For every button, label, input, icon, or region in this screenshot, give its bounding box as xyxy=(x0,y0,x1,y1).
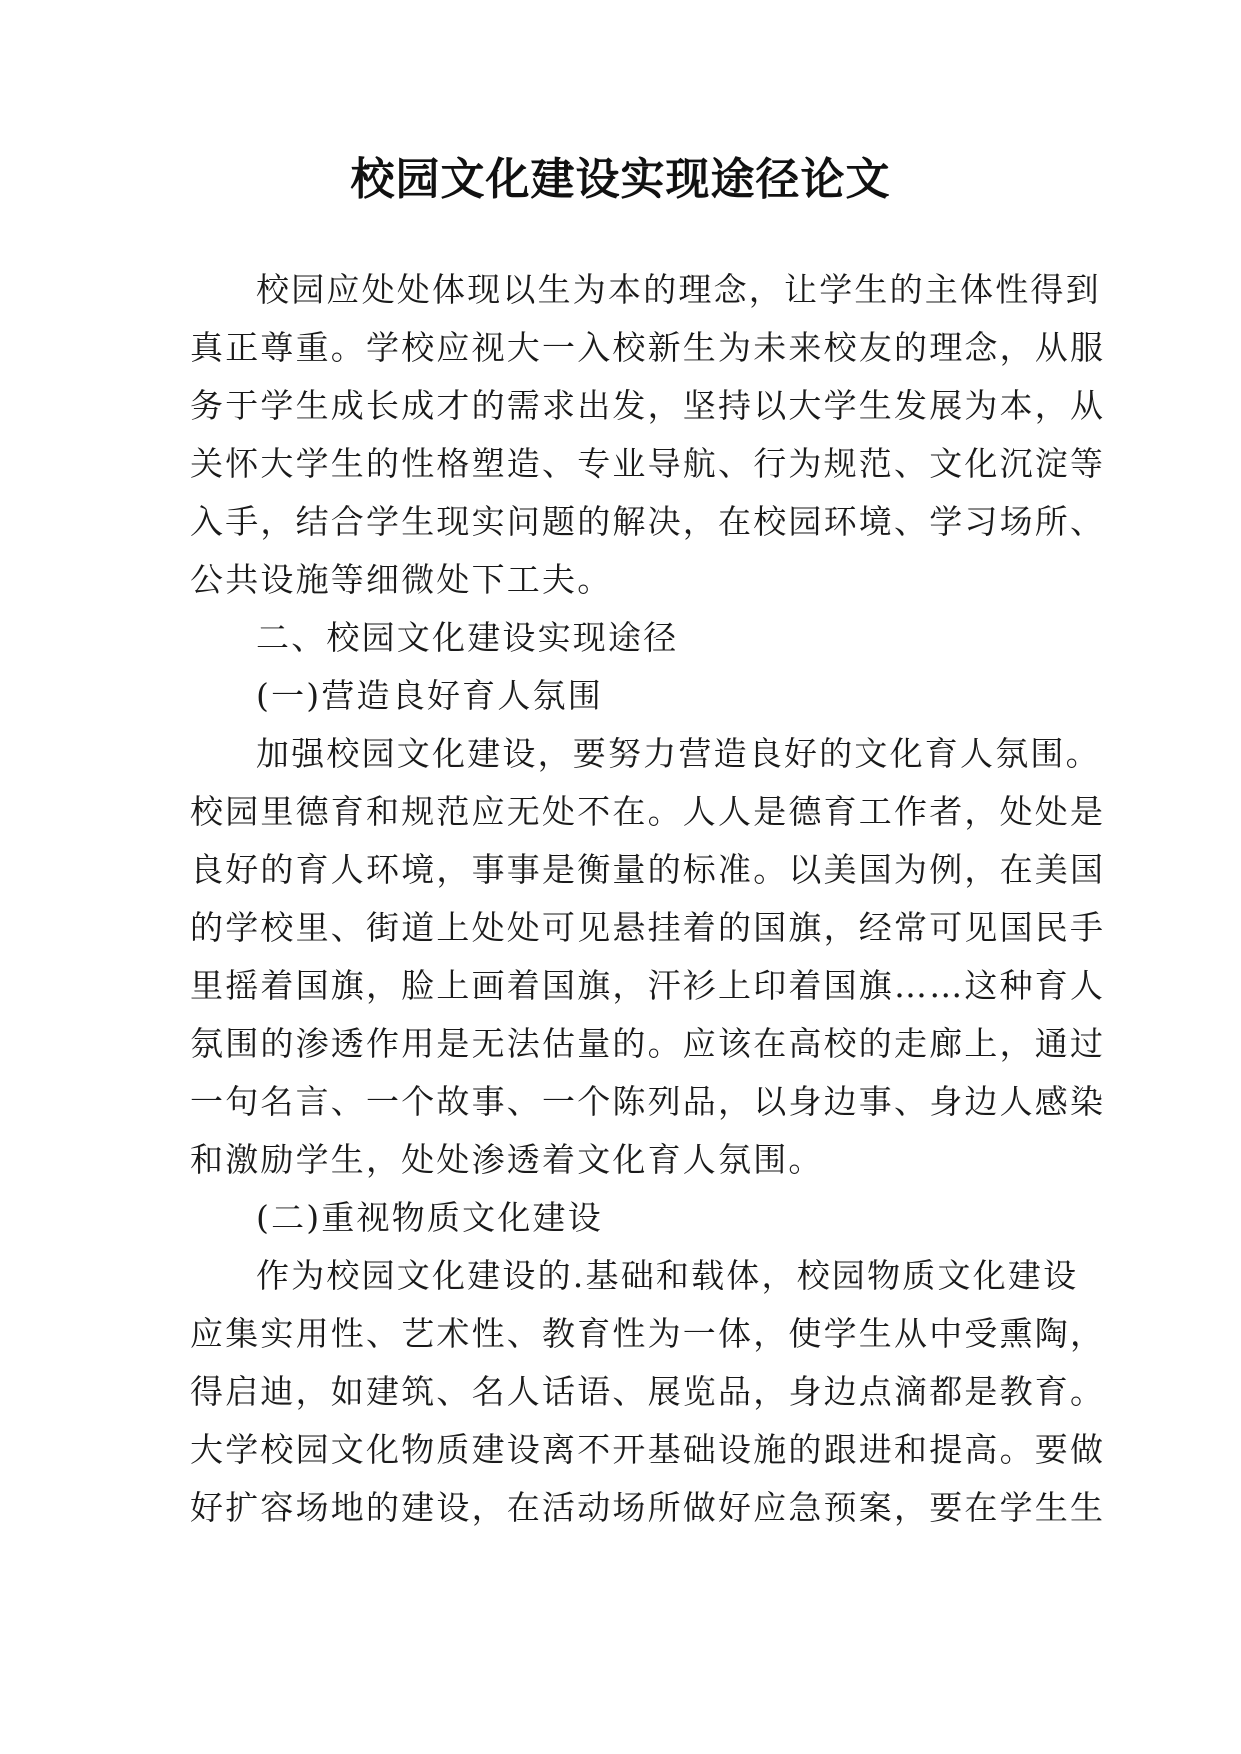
body-line: 作为校园文化建设的.基础和载体，校园物质文化建设 xyxy=(256,1256,1079,1295)
body-line: 加强校园文化建设，要努力营造良好的文化育人氛围。 xyxy=(256,734,1101,773)
body-line: 好扩容场地的建设，在活动场所做好应急预案，要在学生生 xyxy=(190,1488,1106,1527)
body-line: 里摇着国旗，脸上画着国旗，汗衫上印着国旗……这种育人 xyxy=(190,966,1106,1005)
body-line: (二)重视物质文化建设 xyxy=(256,1198,603,1237)
body-line: 务于学生成长成才的需求出发，坚持以大学生发展为本，从 xyxy=(190,386,1106,425)
body-line: 大学校园文化物质建设离不开基础设施的跟进和提高。要做 xyxy=(190,1430,1106,1469)
body-line: 校园应处处体现以生为本的理念，让学生的主体性得到 xyxy=(256,270,1101,309)
body-line: 真正尊重。学校应视大一入校新生为未来校友的理念，从服 xyxy=(190,328,1106,367)
body-line: 和激励学生，处处渗透着文化育人氛围。 xyxy=(190,1140,824,1179)
body-line: 应集实用性、艺术性、教育性为一体，使学生从中受熏陶， xyxy=(190,1314,1106,1353)
body-line: 氛围的渗透作用是无法估量的。应该在高校的走廊上，通过 xyxy=(190,1024,1106,1063)
body-line: 二、校园文化建设实现途径 xyxy=(256,618,679,657)
document-title: 校园文化建设实现途径论文 xyxy=(350,154,891,205)
body-line: 校园里德育和规范应无处不在。人人是德育工作者，处处是 xyxy=(190,792,1106,831)
body-line: 的学校里、街道上处处可见悬挂着的国旗，经常可见国民手 xyxy=(190,908,1106,947)
body-line: 公共设施等细微处下工夫。 xyxy=(190,560,613,599)
body-line: 一句名言、一个故事、一个陈列品，以身边事、身边人感染 xyxy=(190,1082,1106,1121)
document-body xyxy=(190,261,1106,1537)
body-line: (一)营造良好育人氛围 xyxy=(256,676,603,715)
body-line: 入手，结合学生现实问题的解决，在校园环境、学习场所、 xyxy=(190,502,1106,541)
body-line: 良好的育人环境，事事是衡量的标准。以美国为例，在美国 xyxy=(190,850,1106,889)
body-line: 关怀大学生的性格塑造、专业导航、行为规范、文化沉淀等 xyxy=(190,444,1106,483)
body-line: 得启迪，如建筑、名人话语、展览品，身边点滴都是教育。 xyxy=(190,1372,1106,1411)
